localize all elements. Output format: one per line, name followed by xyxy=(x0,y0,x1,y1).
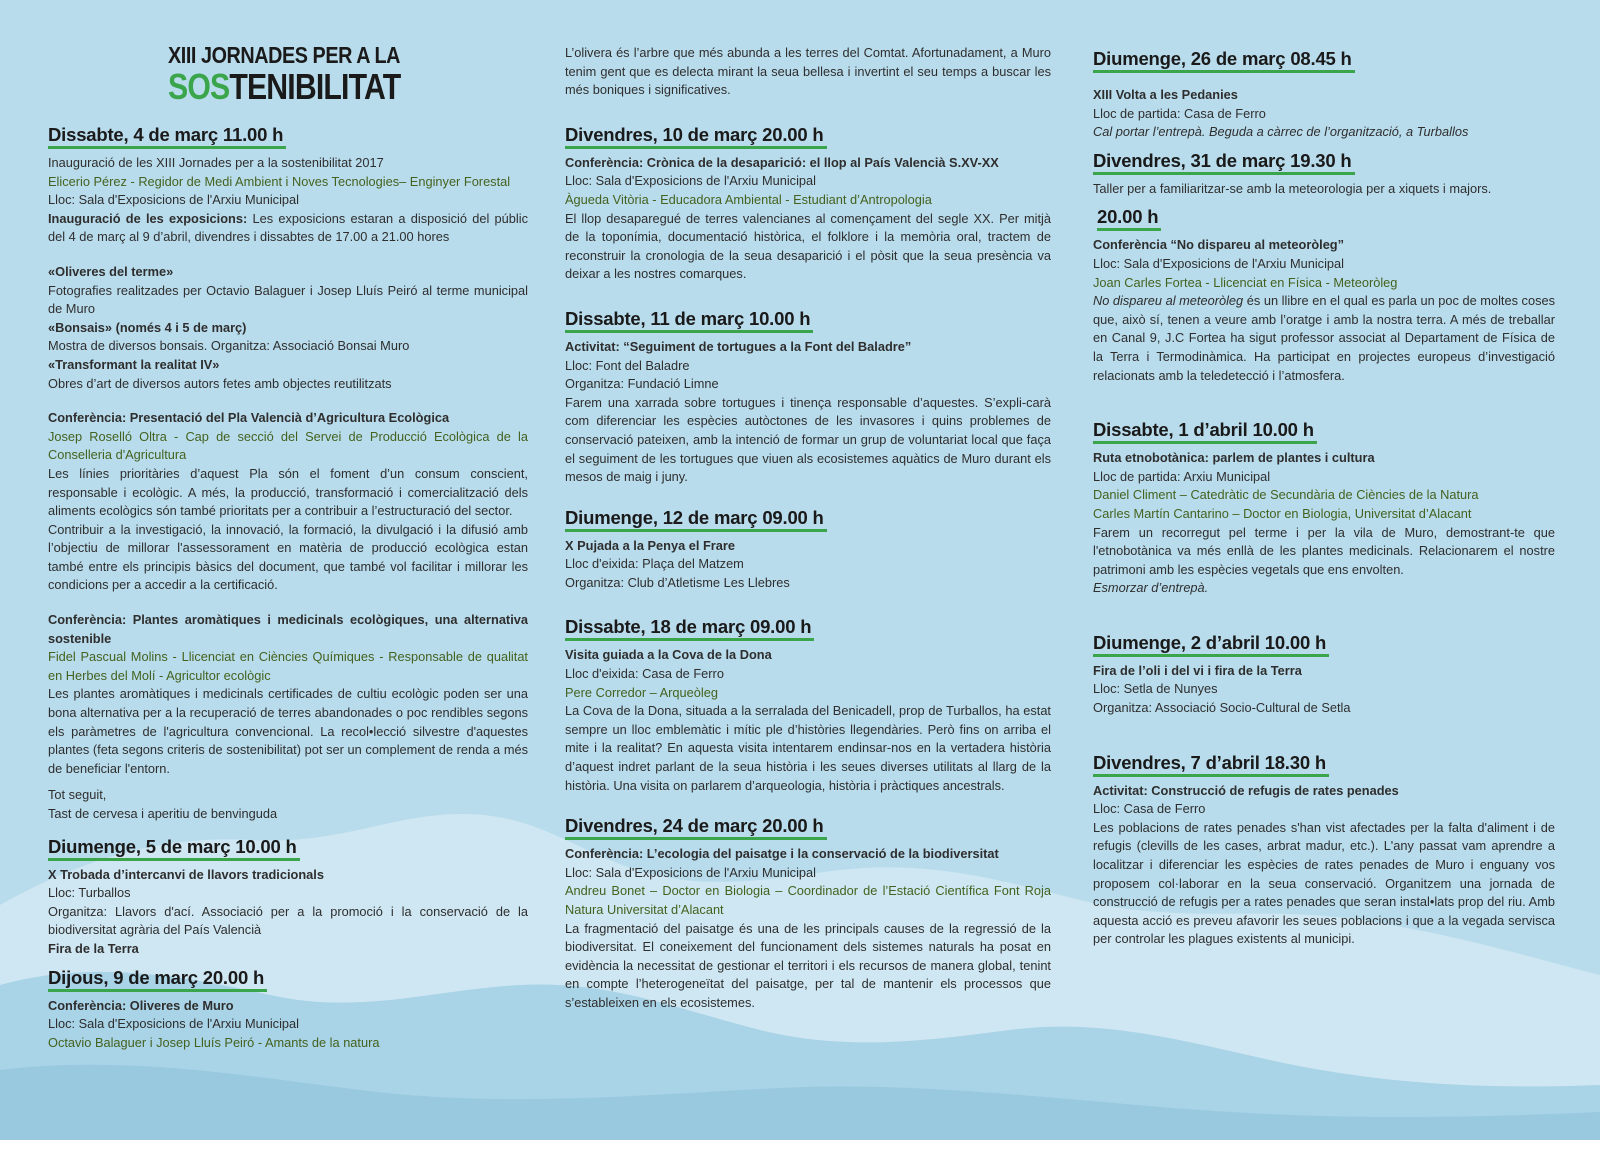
event-description: Taller per a familiaritzar-se amb la meteorologia per a xiquets i majors. xyxy=(1093,180,1492,196)
date-heading: Diumenge, 5 de març 10.00 h xyxy=(48,836,300,861)
event-title: Visita guiada a la Cova de la Dona xyxy=(565,647,772,663)
event-title: Conferència: Presentació del Pla Valencià d’Agricultura Ecològica xyxy=(48,410,450,426)
date-heading: Divendres, 24 de març 20.00 h xyxy=(565,815,827,840)
location: Lloc: Sala d'Exposicions de l'Arxiu Municipal xyxy=(48,1016,299,1032)
follow-up: Tot seguit, xyxy=(48,787,107,803)
exhibitions-label: Inauguració de les exposicions: xyxy=(48,210,248,226)
event-description: Farem una xarrada sobre tortugues i tinença responsable d’aquestes. S’expli-carà com diferenciar les espècies autòctones de les invasores i quins problemes de conservació pateixen, amb la intenció de formar un grup de voluntariat local que faça el seguiment de les tortugues que viuen als ecosistemes aquàtics de Muro durant els mesos de maig i juny. xyxy=(565,394,1051,485)
logo-rest: TENIBILITAT xyxy=(229,66,401,107)
event-description: La fragmentació del paisatge és una de les principals causes de la regressió de la biodiversitat. El coneixement del funcionament dels sistemes naturals ha posat en evidència la necessitat de gestionar el territori i els recursos de manera global, tenint en compte l’heterogeneïtat del paisatge, per tal de mantenir els processos que s’estableixen en els ecosistemes. xyxy=(565,920,1051,1010)
date-heading: Dissabte, 11 de març 10.00 h xyxy=(565,308,813,333)
date-heading: Dijous, 9 de març 20.00 h xyxy=(48,967,267,992)
column-3 xyxy=(1093,48,1555,949)
exhibitions-text: Les exposicions estaran a disposició del públic del 4 de març al 9 d’abril, divendres i dissabtes de 17.00 a 21.00 hores xyxy=(48,210,528,245)
speaker: Andreu Bonet – Doctor en Biologia – Coordinador de l’Estació Científica Font Roja Natura Universitat d’Alacant xyxy=(565,883,1051,917)
speaker: Fidel Pascual Molins - Llicenciat en Ciències Químiques - Responsable de qualitat en Herbes del Molí - Agricultor ecològic xyxy=(48,649,528,683)
event-title: Conferència: Plantes aromàtiques i medicinals ecològiques, una alternativa sostenible xyxy=(48,612,528,646)
time-heading: 20.00 h xyxy=(1097,206,1161,231)
location: Lloc d'eixida: Plaça del Matzem xyxy=(565,556,744,572)
speaker: Elicerio Pérez - Regidor de Medi Ambient i Noves Tecnologies– Enginyer Forestal xyxy=(48,173,511,189)
event-description: Contribuir a la investigació, la innovació, la formació, la divulgació i la difusió amb l’objectiu de millorar l'assessorament en matèria de producció ecològica estan també entre els principis bàsics del document, que també vol facilitar i millorar les condicions per a accedir a la certificació. xyxy=(48,521,528,593)
event-title: Activitat: “Seguiment de tortugues a la Font del Baladre” xyxy=(565,338,912,354)
event-title: Inauguració de les XIII Jornades per a la sostenibilitat 2017 xyxy=(48,155,384,170)
exhibition-title: «Oliveres del terme» xyxy=(48,263,174,279)
speaker: Joan Carles Fortea - Llicenciat en Física - Meteoròleg xyxy=(1093,274,1398,290)
location: Lloc: Turballos xyxy=(48,885,131,901)
date-heading: Dissabte, 4 de març 11.00 h xyxy=(48,124,286,149)
exhibition-title: «Bonsais» (només 4 i 5 de març) xyxy=(48,319,247,335)
location: Lloc: Sala d'Exposicions de l'Arxiu Municipal xyxy=(565,173,816,189)
column-1 xyxy=(48,124,528,1052)
location: Lloc de partida: Arxiu Municipal xyxy=(1093,468,1271,484)
organizer: Organitza: Llavors d'ací. Associació per a la promoció i la conservació de la biodiversitat agrària del País Valencià xyxy=(48,903,528,938)
event-description xyxy=(1093,292,1555,385)
event-title: Conferència: L’ecologia del paisatge i la conservació de la biodiversitat xyxy=(565,846,999,862)
date-heading: Dissabte, 18 de març 09.00 h xyxy=(565,616,814,641)
event-description-text: és un llibre en el qual es parla un poc de moltes coses que, això sí, tenen a veure amb l’oratge i amb la nostra terra. A més de treballar en Canal 9, J.C Fortea ha sigut professor associat al Departament de Física de la Terra i Termodinàmica. Ha participat en projectes europeus d’investigació relacionats amb la teledetecció i l’atmosfera. xyxy=(1093,293,1555,383)
event-description: Les poblacions de rates penades s'han vist afectades per la falta d'aliment i de refugis (clevills de les cases, arbrat madur, etc.). L'any passat vam aprendre a localitzar i diferenciar les espècies de rates penades de Muro i enguany vos proposem col·laborar en la seua conservació. Organitzem una jornada de construcció de refugis per a rates penades que seran instal•lats prop del riu. Amb aquesta acció es preveu afavorir les seues poblacions i que a la vegada servisca per controlar les plagues existents al municipi. xyxy=(1093,819,1555,947)
event-title: XIII Volta a les Pedanies xyxy=(1093,87,1238,102)
intro-text: L’olivera és l’arbre que més abunda a les terres del Comtat. Afortunadament, a Muro tenim gent que es delecta mirant la seua bellesa i invertint el seu temps a buscar les més boniques i significatives. xyxy=(565,45,1051,98)
speaker: Pere Corredor – Arqueòleg xyxy=(565,684,718,700)
event-title: Conferència “No dispareu al meteoròleg” xyxy=(1093,237,1345,253)
exhibitions-intro xyxy=(48,210,528,247)
date-heading: Diumenge, 2 d’abril 10.00 h xyxy=(1093,632,1329,657)
logo xyxy=(168,42,445,106)
date-heading: Divendres, 31 de març 19.30 h xyxy=(1093,150,1355,175)
speaker: Josep Roselló Oltra - Cap de secció del Servei de Producció Ecològica de la Conselleria d'Agricultura xyxy=(48,428,528,463)
organizer: Organitza: Associació Socio-Cultural de Setla xyxy=(1093,700,1351,716)
speaker: Octavio Balaguer i Josep Lluís Peiró - Amants de la natura xyxy=(48,1034,380,1050)
event-title: Ruta etnobotànica: parlem de plantes i cultura xyxy=(1093,450,1375,466)
speaker: Àgueda Vitòria - Educadora Ambiental - Estudiant d’Antropologia xyxy=(565,191,932,207)
date-heading: Diumenge, 26 de març 08.45 h xyxy=(1093,48,1355,73)
organizer: Organitza: Fundació Limne xyxy=(565,376,719,392)
column-2 xyxy=(565,44,1051,1013)
event-description: La Cova de la Dona, situada a la serralada del Benicadell, prop de Turballos, ha estat sempre un lloc emblemàtic i mític ple d’històries llegendàries. Però fins on arriba el mite i la realitat? En aquesta visita intentarem endinsar-nos en la vertadera història d’aquest indret parlant de la seua història i les seues diverses utilitats al llarg de la història. Una visita on parlarem d’arqueologia, història i pràctiques ancestrals. xyxy=(565,703,1051,793)
speaker: Daniel Climent – Catedràtic de Secundària de Ciències de la Natura xyxy=(1093,487,1479,503)
event-title: Conferència: Oliveres de Muro xyxy=(48,997,234,1013)
location: Lloc: Sala d'Exposicions de l'Arxiu Municipal xyxy=(48,192,299,208)
location: Lloc de partida: Casa de Ferro xyxy=(1093,105,1266,121)
date-heading: Divendres, 10 de març 20.00 h xyxy=(565,124,827,149)
event-description: Les plantes aromàtiques i medicinals certificades de cultiu ecològic poden ser una bona alternativa per a la recuperació de terres abandonades o poc rendibles segons els paràmetres de l'agricultura convencional. La recol•lecció silvestre d'aquestes plantes (feta segons criteris de sostenibilitat) pot ser un complement de renda a més de beneficiar l'entorn. xyxy=(48,686,528,776)
exhibition-text: Fotografies realitzades per Octavio Balaguer i Josep Lluís Peiró al terme municipal de Muro xyxy=(48,282,528,317)
organizer: Organitza: Club d’Atletisme Les Llebres xyxy=(565,574,790,590)
exhibition-text: Obres d’art de diversos autors fetes amb objectes reutilitzats xyxy=(48,375,392,391)
location: Lloc: Sala d'Exposicions de l'Arxiu Municipal xyxy=(1093,255,1344,271)
location: Lloc d'eixida: Casa de Ferro xyxy=(565,666,724,682)
event-title: Activitat: Construcció de refugis de rates penades xyxy=(1093,782,1399,798)
book-title: No dispareu al meteoròleg xyxy=(1093,293,1244,309)
event-description: El llop desaparegué de terres valencianes al començament del segle XX. Per mitjà de la toponímia, documentació històrica, el folklore i la memòria oral, tractem de reconstruir la cronologia de la seua desaparició i el pòsit que la seua presència va deixar a les nostres comarques. xyxy=(565,210,1051,282)
event-title: Conferència: Crònica de la desaparició: el llop al País Valencià S.XV-XX xyxy=(565,154,999,170)
event-note: Fira de la Terra xyxy=(48,940,139,956)
exhibition-title: «Transformant la realitat IV» xyxy=(48,356,220,372)
logo-line1: XIII JORNADES PER A LA xyxy=(168,42,400,68)
speaker: Carles Martín Cantarino – Doctor en Biologia, Universitat d’Alacant xyxy=(1093,505,1472,521)
exhibition-text: Mostra de diversos bonsais. Organitza: Associació Bonsai Muro xyxy=(48,338,410,354)
location: Lloc: Setla de Nunyes xyxy=(1093,681,1218,697)
date-heading: Divendres, 7 d’abril 18.30 h xyxy=(1093,752,1329,777)
location: Lloc: Font del Baladre xyxy=(565,357,690,373)
event-title: X Trobada d’intercanvi de llavors tradicionals xyxy=(48,866,324,882)
event-note: Cal portar l’entrepà. Beguda a càrrec de l’organització, a Turballos xyxy=(1093,124,1469,140)
date-heading: Diumenge, 12 de març 09.00 h xyxy=(565,507,827,532)
date-heading: Dissabte, 1 d’abril 10.00 h xyxy=(1093,419,1317,444)
logo-line2 xyxy=(168,68,400,106)
location: Lloc: Casa de Ferro xyxy=(1093,801,1206,817)
event-title: Fira de l’oli i del vi i fira de la Terra xyxy=(1093,662,1302,678)
logo-sos: SOS xyxy=(168,66,230,107)
location: Lloc: Sala d'Exposicions de l'Arxiu Municipal xyxy=(565,864,816,880)
event-note: Esmorzar d’entrepà. xyxy=(1093,580,1209,596)
follow-up: Tast de cervesa i aperitiu de benvinguda xyxy=(48,806,278,821)
event-description: Farem un recorregut pel terme i per la vila de Muro, demostrant-te que l'etnobotànica va més enllà de les plantes medicinals. Relacionarem el nostre patrimoni amb les espècies vegetals que ens envolten. xyxy=(1093,524,1555,577)
event-title: X Pujada a la Penya el Frare xyxy=(565,537,736,553)
event-description: Les línies prioritàries d’aquest Pla són el foment d’un consum conscient, responsable i ecològic. A més, la producció, transformació i comercialització dels aliments ecològics són també prioritats per a contribuir a l’estructuració del sector. xyxy=(48,465,528,519)
